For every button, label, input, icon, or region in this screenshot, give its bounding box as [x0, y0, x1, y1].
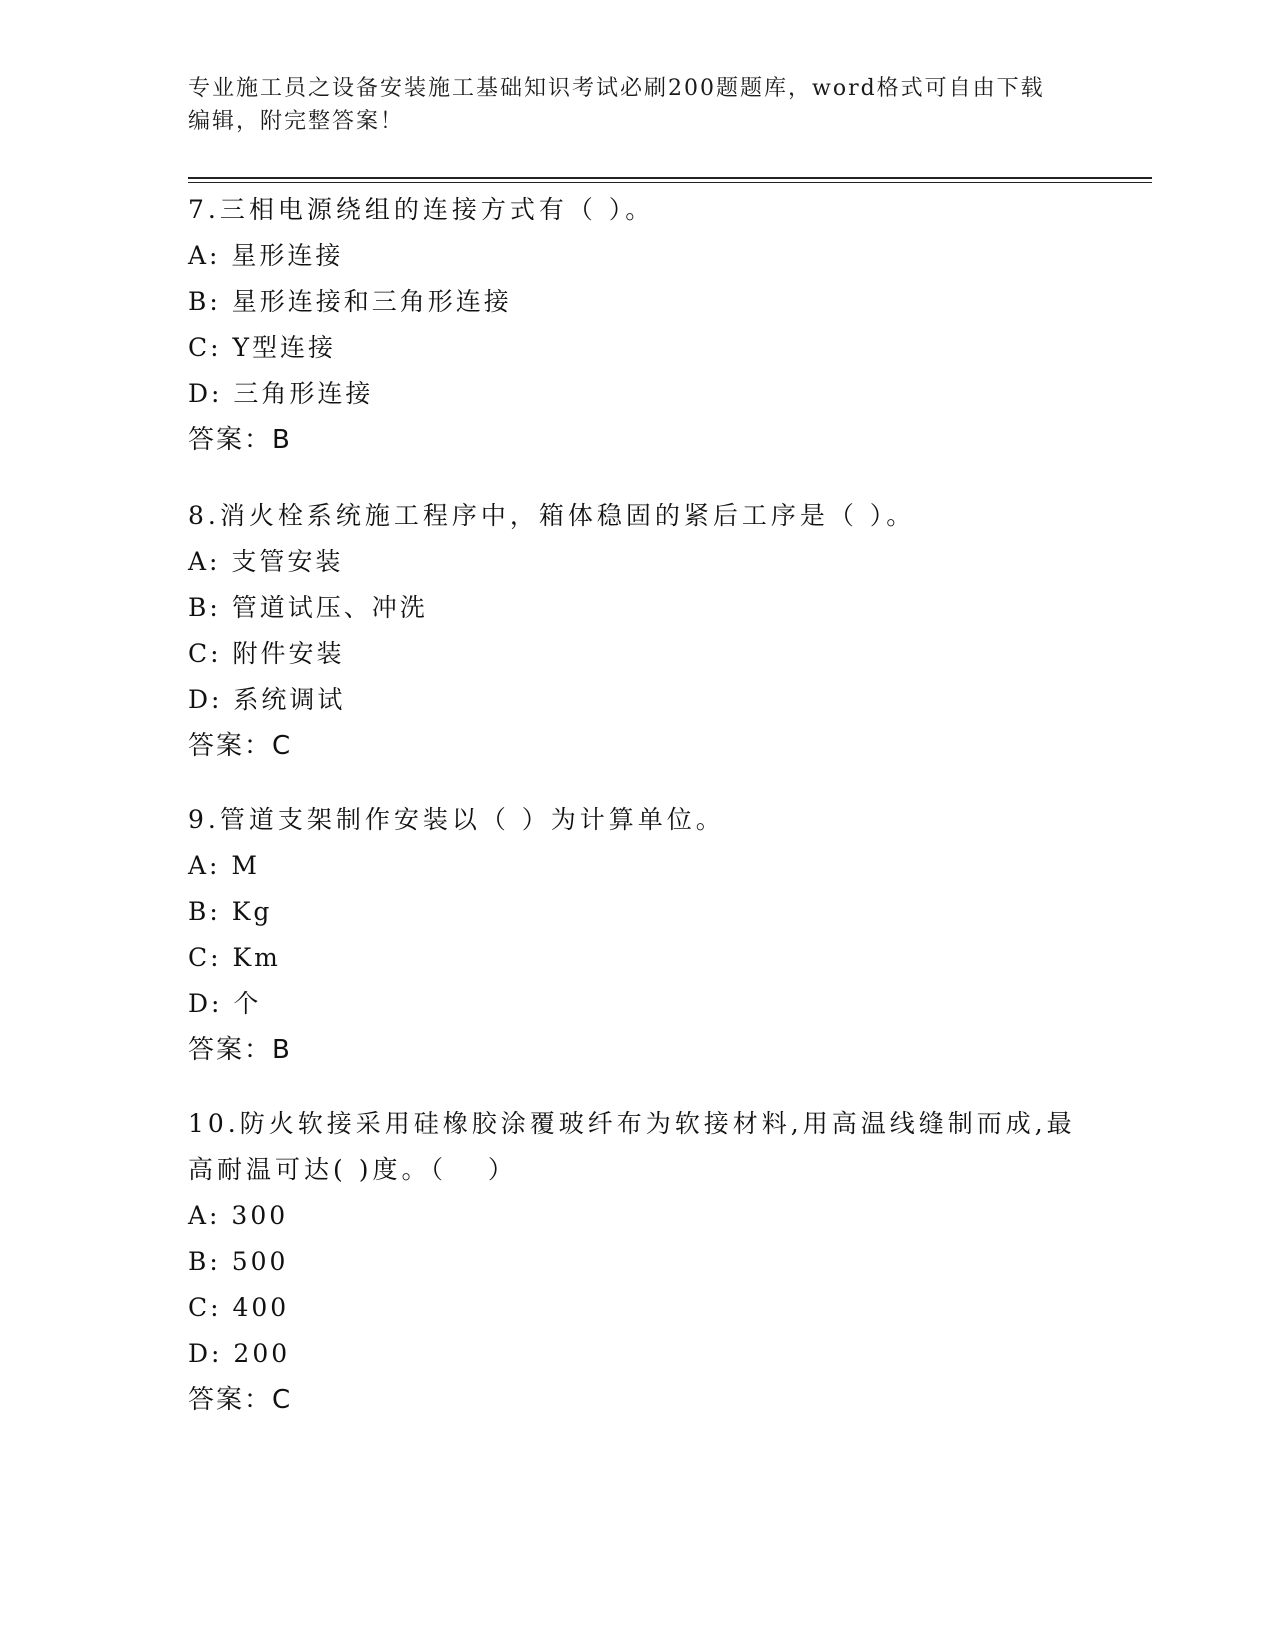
- option-d: D: 个: [188, 989, 262, 1018]
- option-d: D: 三角形连接: [188, 379, 374, 408]
- question-stem: 7.三相电源绕组的连接方式有（ ）。: [188, 195, 655, 224]
- option-b: B: 星形连接和三角形连接: [188, 287, 512, 316]
- question-7: [188, 187, 1088, 463]
- option-a: A: 300: [188, 1201, 289, 1230]
- question-10: [188, 1101, 1088, 1423]
- option-c: C: 附件安装: [188, 639, 345, 668]
- header-line-2: 编辑，附完整答案！: [188, 109, 405, 134]
- document-header: [188, 72, 1088, 138]
- question-stem: 9.管道支架制作安装以（ ）为计算单位。: [188, 805, 725, 834]
- option-b: B: 管道试压、冲洗: [188, 593, 428, 622]
- question-stem: 8.消火栓系统施工程序中，箱体稳固的紧后工序是（ ）。: [188, 501, 916, 530]
- answer-line: 答案：C: [188, 1385, 293, 1415]
- header-divider-thick: [188, 177, 1152, 179]
- option-d: D: 系统调试: [188, 685, 346, 714]
- option-a: A: M: [188, 851, 261, 880]
- answer-line: 答案：C: [188, 731, 293, 761]
- question-9: [188, 797, 1088, 1073]
- option-a: A: 星形连接: [188, 241, 344, 270]
- option-c: C: Km: [188, 943, 281, 972]
- answer-line: 答案：B: [188, 1035, 292, 1065]
- option-b: B: 500: [188, 1247, 289, 1276]
- option-c: C: Y型连接: [188, 333, 337, 362]
- header-divider-thin: [188, 182, 1152, 183]
- question-8: [188, 493, 1088, 769]
- option-a: A: 支管安装: [188, 547, 344, 576]
- question-stem-line-1: 10.防火软接采用硅橡胶涂覆玻纤布为软接材料,用高温线缝制而成,最: [188, 1109, 1076, 1138]
- option-d: D: 200: [188, 1339, 291, 1368]
- option-b: B: Kg: [188, 897, 273, 926]
- question-stem-line-2: 高耐温可达( )度。（ ）: [188, 1155, 517, 1184]
- answer-line: 答案：B: [188, 425, 292, 455]
- header-line-1: 专业施工员之设备安装施工基础知识考试必刷200题题库，word格式可自由下载: [188, 76, 1045, 101]
- option-c: C: 400: [188, 1293, 290, 1322]
